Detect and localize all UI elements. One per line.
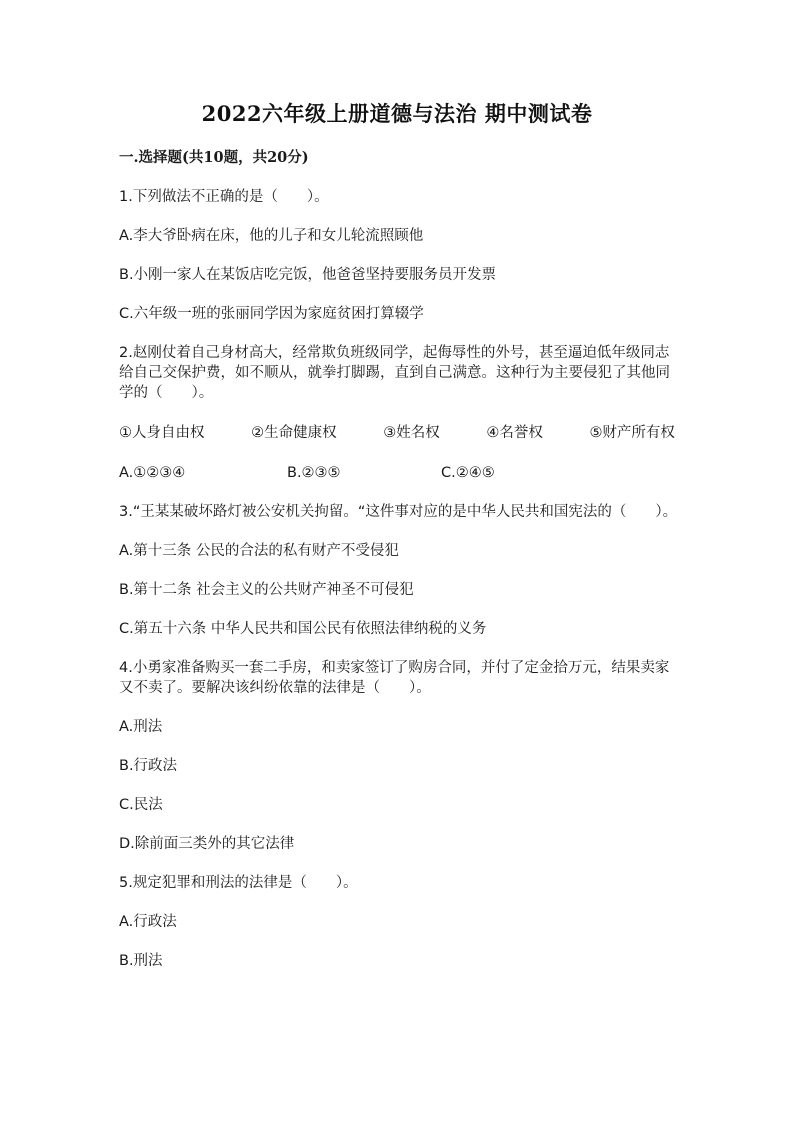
question-1-stem: 1.下列做法不正确的是（ ）。 (119, 189, 329, 205)
question-4-option-d: D.除前面三类外的其它法律 (119, 836, 295, 852)
question-1-option-b: B.小刚一家人在某饭店吃完饭，他爸爸坚持要服务员开发票 (119, 267, 497, 283)
question-5-option-a: A.行政法 (119, 914, 177, 930)
question-4-option-a: A.刑法 (119, 719, 163, 735)
question-2-item-3: ③姓名权 (383, 425, 440, 441)
question-2-stem: 2.赵刚仗着自己身材高大，经常欺负班级同学，起侮辱性的外号，甚至逼迫低年级同志给自己交保护费，如不顺从，就拳打脚踢，直到自己满意。这种行为主要侵犯了其他同学的（ ）。 (119, 345, 670, 401)
exam-content (119, 142, 679, 971)
question-2-item-1: ①人身自由权 (119, 425, 205, 441)
question-2-option-c: C.②④⑤ (441, 465, 495, 481)
question-4-option-c: C.民法 (119, 797, 163, 813)
question-2-item-5: ⑤财产所有权 (589, 425, 675, 441)
question-2-items (119, 422, 679, 444)
question-1-option-a: A.李大爷卧病在床，他的儿子和女儿轮流照顾他 (119, 228, 424, 244)
question-2-item-2: ②生命健康权 (251, 425, 337, 441)
question-3-stem: 3.“王某某破坏路灯被公安机关拘留。“这件事对应的是中华人民共和国宪法的（ ）。 (119, 504, 678, 520)
question-1-option-c: C.六年级一班的张丽同学因为家庭贫困打算辍学 (119, 306, 424, 322)
question-5-option-b: B.刑法 (119, 953, 163, 969)
question-4-option-b: B.行政法 (119, 758, 178, 774)
page-title: 2022六年级上册道德与法治 期中测试卷 (201, 101, 593, 126)
question-2-item-4: ④名誉权 (486, 425, 543, 441)
question-2-option-a: A.①②③④ (119, 465, 186, 481)
question-3-option-b: B.第十二条 社会主义的公共财产神圣不可侵犯 (119, 582, 414, 598)
question-5-stem: 5.规定犯罪和刑法的法律是（ ）。 (119, 875, 358, 891)
question-3-option-c: C.第五十六条 中华人民共和国公民有依照法律纳税的义务 (119, 621, 487, 637)
section-heading: 一.选择题(共10题，共20分) (119, 149, 309, 166)
question-4-stem: 4.小勇家准备购买一套二手房，和卖家签订了购房合同，并付了定金拾万元，结果卖家又不卖了。要解决该纠纷依靠的法律是（ ）。 (119, 660, 670, 696)
question-3-option-a: A.第十三条 公民的合法的私有财产不受侵犯 (119, 543, 399, 559)
question-2-options (119, 463, 679, 483)
question-2-option-b: B.②③⑤ (287, 465, 341, 481)
